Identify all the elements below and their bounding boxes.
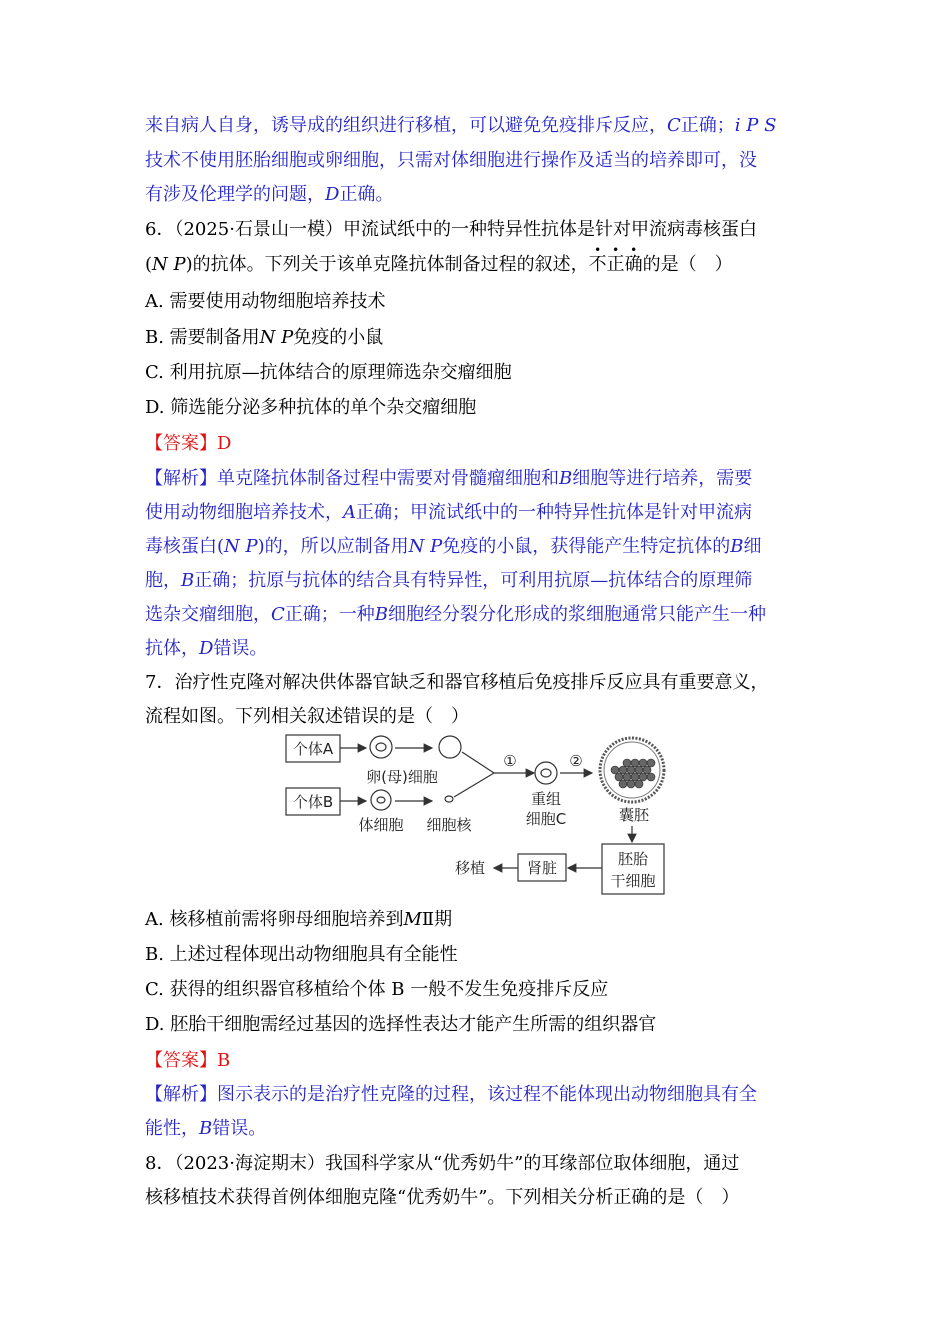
transplant-label: 移植 <box>454 859 486 877</box>
q7-option-b: B. 上述过程体现出动物细胞具有全能性 <box>145 944 458 965</box>
q8-stem-line-2: 核移植技术获得首例体细胞克隆“优秀奶牛”。下列相关分析正确的是（ ） <box>145 1187 740 1208</box>
q6-analysis-line-2: 使用动物细胞培养技术，A正确；甲流试纸中的一种特异性抗体是针对甲流病 <box>145 502 752 523</box>
kidney-label: 肾脏 <box>526 859 558 877</box>
q6-analysis-line-1: 【解析】单克隆抗体制备过程中需要对骨髓瘤细胞和B细胞等进行培养，需要 <box>145 468 753 489</box>
q6-analysis-line-4: 胞，B正确；抗原与抗体的结合具有特异性，可利用抗原—抗体结合的原理筛 <box>145 570 753 591</box>
somatic-cell-icon <box>371 790 391 810</box>
blastocyst-label: 囊胚 <box>618 806 650 824</box>
q6-stem-line-1: 6．（2025·石景山一模）甲流试纸中的一种特异性抗体是针对甲流病毒核蛋白 <box>145 219 757 240</box>
box-individual-b-label: 个体B <box>292 793 334 811</box>
nucleus-label: 细胞核 <box>426 816 472 834</box>
q6-analysis-line-3: 毒核蛋白(N P)的，所以应制备用N P免疫的小鼠，获得能产生特定抗体的B细 <box>145 536 762 557</box>
q7-option-d: D. 胚胎干细胞需经过基因的选择性表达才能产生所需的组织器官 <box>145 1014 657 1035</box>
q7-option-c: C. 获得的组织器官移植给个体 B 一般不发生免疫排斥反应 <box>145 979 609 1000</box>
egg-cell-label: 卵(母)细胞 <box>366 768 438 786</box>
step-2-label: ② <box>569 752 583 770</box>
q7-option-a: A. 核移植前需将卵母细胞培养到MⅡ期 <box>145 909 453 930</box>
q7-analysis-line-1: 【解析】图示表示的是治疗性克隆的过程，该过程不能体现出动物细胞具有全 <box>145 1084 757 1105</box>
q6-analysis-line-5: 选杂交瘤细胞，C正确；一种B细胞经分裂分化形成的浆细胞通常只能产生一种 <box>145 604 767 625</box>
blastocyst-icon <box>600 738 664 802</box>
oocyte-nucleus-icon <box>376 743 386 751</box>
q6-option-d: D. 筛选能分泌多种抗体的单个杂交瘤细胞 <box>145 397 477 418</box>
q6-analysis-line-6: 抗体，D错误。 <box>145 638 268 659</box>
enucleated-oocyte-icon <box>439 736 461 758</box>
q6-stem-line-2: (N P)的抗体。下列关于该单克隆抗体制备过程的叙述， • 不 • 正 • 确的是（ ） <box>145 243 733 275</box>
step-1-label: ① <box>503 752 517 770</box>
emphasis-correct-1: • 正 <box>606 243 625 275</box>
q7-stem-line-2: 流程如图。下列相关叙述错误的是（ ） <box>145 706 469 727</box>
box-individual-a-label: 个体A <box>292 740 334 758</box>
reconstructed-label-2: 细胞C <box>525 810 567 828</box>
q6-option-c: C. 利用抗原—抗体结合的原理筛选杂交瘤细胞 <box>145 362 512 383</box>
emphasis-not: • 不 <box>588 243 607 275</box>
q7-analysis-line-2: 能性，B错误。 <box>145 1118 267 1139</box>
reconstructed-cell-icon <box>535 762 557 784</box>
q6-option-a: A. 需要使用动物细胞培养技术 <box>145 291 386 312</box>
esc-label-1: 胚胎 <box>617 850 649 868</box>
q5-analysis-line-2: 技术不使用胚胎细胞或卵细胞，只需对体细胞进行操作及适当的培养即可，没 <box>145 150 757 171</box>
q7-answer: 【答案】B <box>145 1050 231 1071</box>
q8-stem-line-1: 8．（2023·海淀期末）我国科学家从“优秀奶牛”的耳缘部位取体细胞，通过 <box>145 1153 740 1174</box>
q6-option-b: B. 需要制备用N P免疫的小鼠 <box>145 327 384 348</box>
cell-nucleus-icon <box>445 796 453 802</box>
somatic-cell-label: 体细胞 <box>358 816 404 834</box>
q5-analysis-line-1: 来自病人自身，诱导成的组织进行移植，可以避免免疫排斥反应，C正确；i P S <box>145 115 777 136</box>
q6-answer: 【答案】D <box>145 433 232 454</box>
reconstructed-label-1: 重组 <box>530 790 562 808</box>
emphasis-correct-2: • 确 <box>624 243 643 275</box>
q5-analysis-line-3: 有涉及伦理学的问题，D正确。 <box>145 184 394 205</box>
therapeutic-cloning-flow-diagram <box>282 730 672 898</box>
oocyte-cell-icon <box>370 736 392 758</box>
q7-stem-line-1: 7．治疗性克隆对解决供体器官缺乏和器官移植后免疫排斥反应具有重要意义， <box>145 672 769 693</box>
esc-label-2: 干细胞 <box>610 872 656 890</box>
